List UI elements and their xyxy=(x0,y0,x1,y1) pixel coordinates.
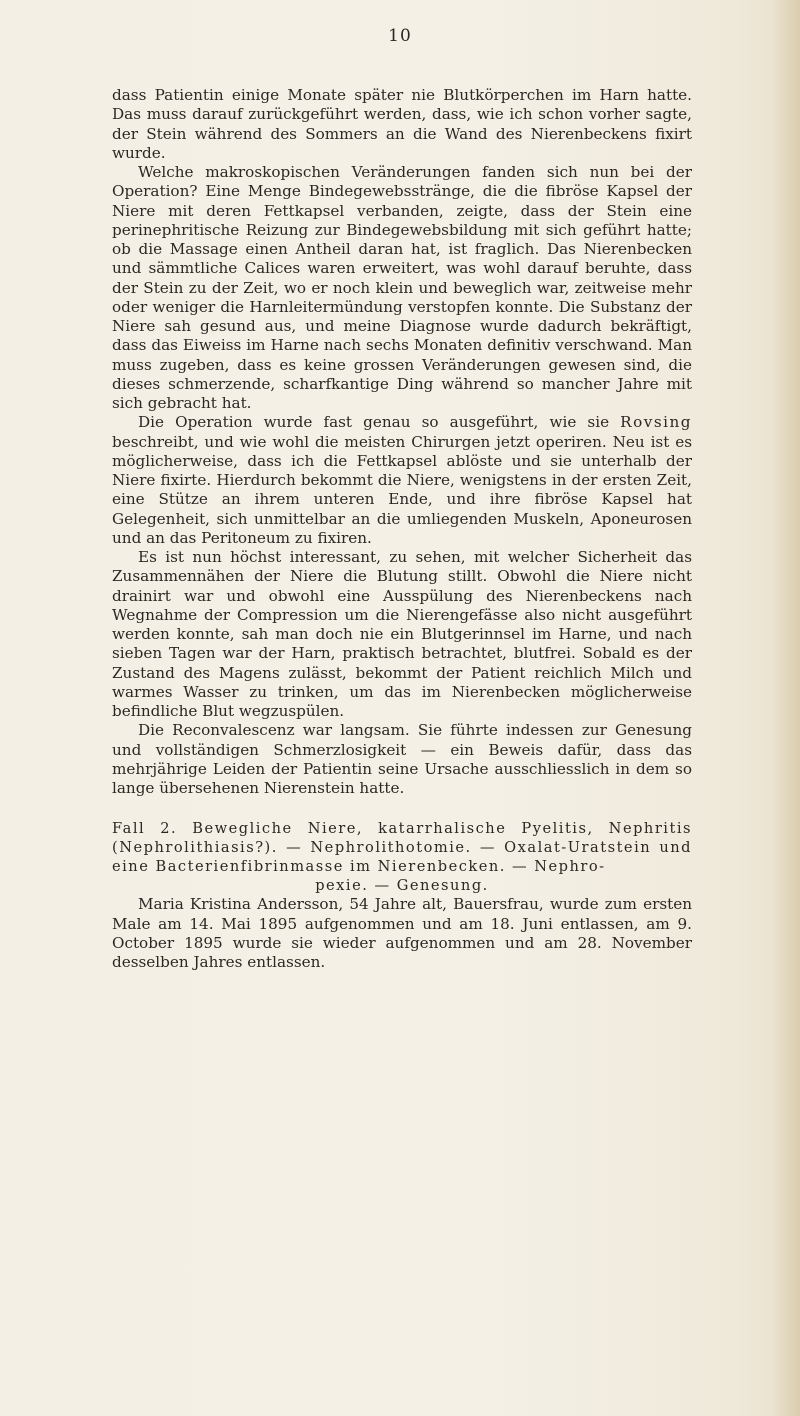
paragraph-5: Die Reconvalescenz war langsam. Sie führte indessen zur Genesung und vollständigen Schmerzlosigkeit — ein Beweis dafür, dass das mehrjährige Leiden der Patientin seine Ursache ausschliesslich in dem so lange übersehenen Nierenstein hatte. xyxy=(112,721,692,797)
paragraph-2: Welche makroskopischen Veränderungen fanden sich nun bei der Operation? Eine Menge Bindegewebsstränge, die die fibröse Kapsel der Niere mit deren Fettkapsel verbanden, zeigte, dass der Stein eine perinephritische Reizung zur Bindegewebsbildung mit sich geführt hatte; ob die Massage einen Antheil daran hat, ist fraglich. Das Nierenbecken und sämmtliche Calices waren erweitert, was wohl darauf beruhte, dass der Stein zu der Zeit, wo er noch klein und beweglich war, zeitweise mehr oder weniger die Harnleitermündung verstopfen konnte. Die Substanz der Niere sah gesund aus, und meine Diagnose wurde dadurch bekräftigt, dass das Eiweiss im Harne nach sechs Monaten definitiv verschwand. Man muss zugeben, dass es keine grossen Veränderungen gewesen sind, die dieses schmerzende, scharfkantige Ding während so mancher Jahre mit sich gebracht hat. xyxy=(112,163,692,412)
case-description: Maria Kristina Andersson, 54 Jahre alt, Bauersfrau, wurde zum ersten Male am 14. Mai 1895 aufgenommen und am 18. Juni entlassen, am 9. October 1895 wurde sie wieder aufgenommen und am 28. November desselben Jahres entlassen. xyxy=(112,895,692,972)
text-body xyxy=(112,86,692,972)
case-heading xyxy=(112,820,692,895)
case-label: Fall 2. xyxy=(112,820,178,838)
page-edge-shadow xyxy=(772,0,800,1416)
paragraph-3 xyxy=(112,413,692,548)
author-name-rovsing: Rovsing xyxy=(620,413,692,432)
paragraph-1: dass Patientin einige Monate später nie Blutkörperchen im Harn hatte. Das muss darauf zurückgeführt werden, dass, wie ich schon vorher sagte, der Stein während des Sommers an die Wand des Nierenbeckens fixirt wurde. xyxy=(112,86,692,162)
paragraph-3-rest: beschreibt, und wie wohl die meisten Chirurgen jetzt operiren. Neu ist es möglicherweise, dass ich die Fettkapsel ablöste und sie unterhalb der Niere fixirte. Hierdurch bekommt die Niere, wenigstens in der ersten Zeit, eine Stütze an ihrem unteren Ende, und ihre fibröse Kapsel hat Gelegenheit, sich unmittelbar an die umliegenden Muskeln, Aponeurosen und an das Peritoneum zu fixiren. xyxy=(112,432,692,547)
case-title-end: pexie. — Genesung. xyxy=(315,876,489,894)
page-number: 10 xyxy=(388,26,412,46)
paragraph-3-start: Die Operation wurde fast genau so ausgeführt, wie sie xyxy=(138,413,621,432)
paragraph-4: Es ist nun höchst interessant, zu sehen, mit welcher Sicherheit das Zusammennähen der Niere die Blutung stillt. Obwohl die Niere nicht drainirt war und obwohl eine Ausspülung des Nierenbeckens nach Wegnahme der Compression um die Nierengefässe also nicht ausgeführt werden konnte, sah man doch nie ein Blutgerinnsel im Harne, und nach sieben Tagen war der Harn, praktisch betrachtet, blutfrei. Sobald es der Zustand des Magens zulässt, bekommt der Patient reichlich Milch und warmes Wasser zu trinken, um das im Nierenbecken möglicherweise befindliche Blut wegzuspülen. xyxy=(112,548,692,720)
case-title: Bewegliche Niere, katarrhalische Pyelitis, Nephritis (Nephrolithiasis?). — Nephrolithotomie. — Oxalat-Uratstein und eine Bacterienfibrinmasse im Nierenbecken. — Nephro- xyxy=(112,820,692,875)
